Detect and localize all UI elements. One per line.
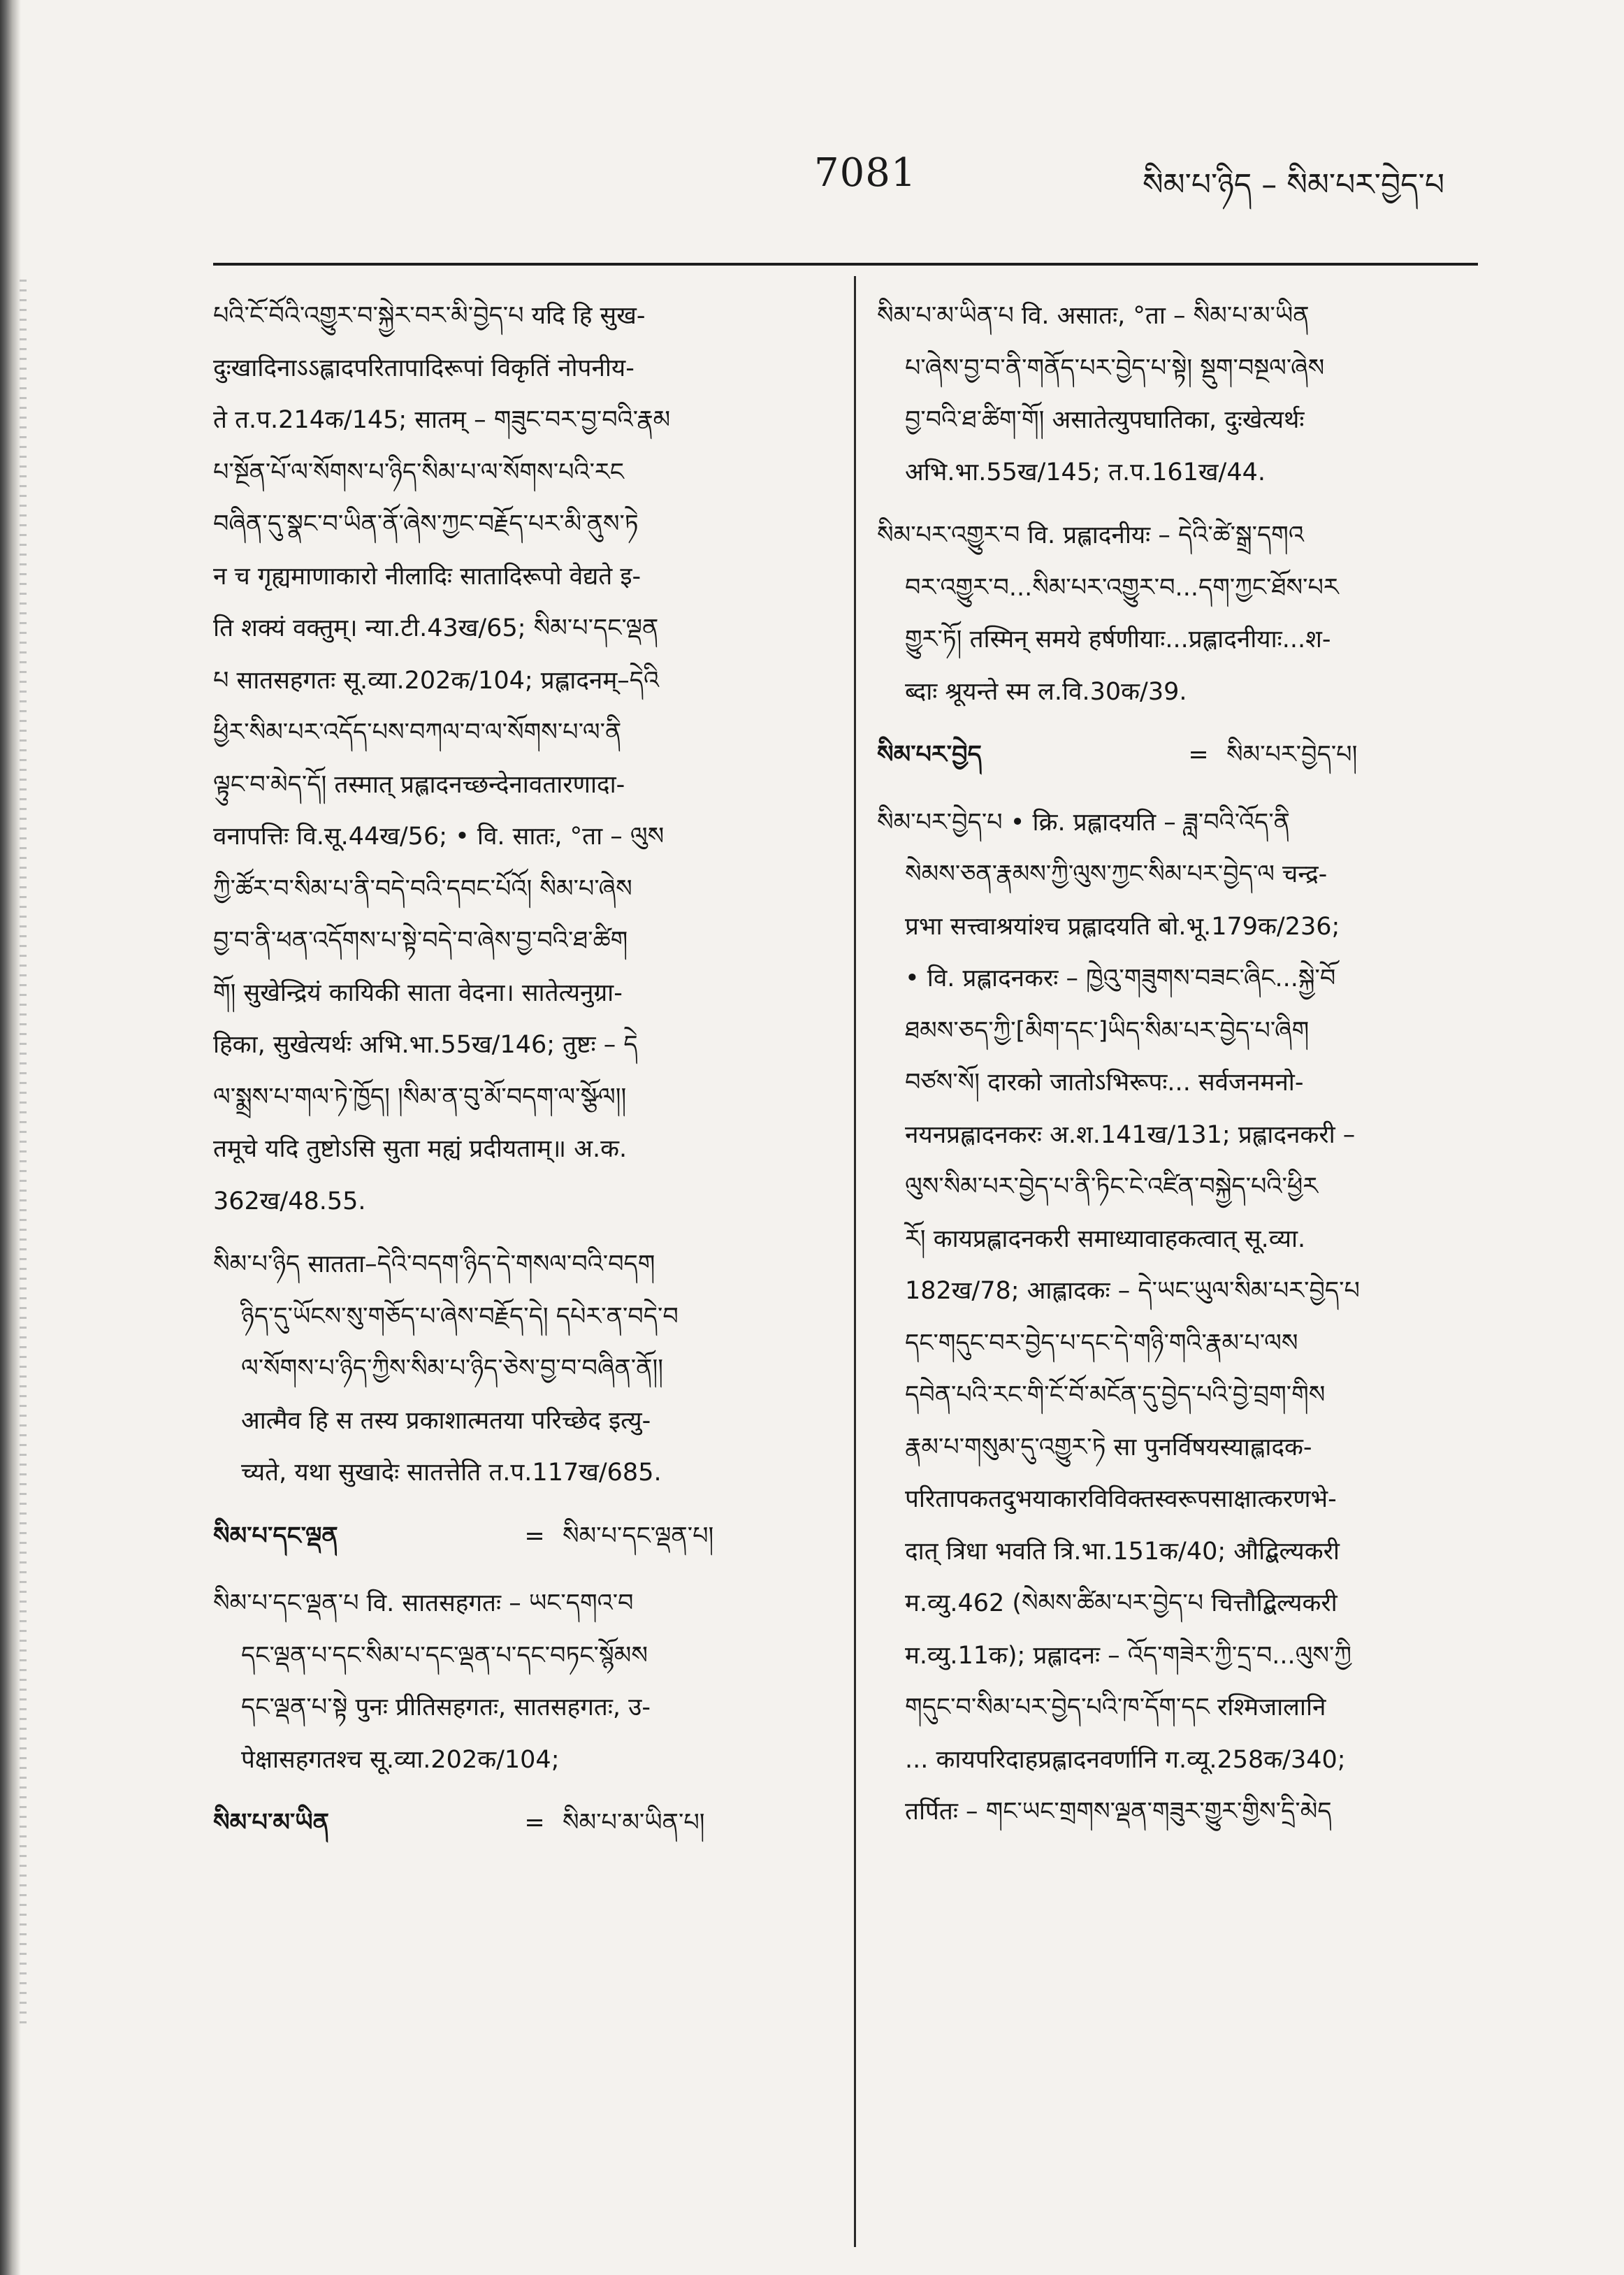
text-line: ཕྱིར་སིམ་པར་འདོད་པས་བཀལ་བ་ལ་སོགས་པ་ལ་ནི: [213, 718, 622, 746]
cross-reference: [213, 1510, 832, 1563]
text-line: वनापत्तिः वि.सू.44ख/56; • वि. सातः, °ता – ལུས: [213, 823, 665, 851]
xref-headword: སིམ་པ་མ་ཡིན: [213, 1809, 329, 1837]
xref-target: སིམ་པར་བྱེད་པ།: [1226, 741, 1358, 769]
headword-line: སིམ་པ་ཉིད सातता–དེའི་བདག་ཉིད་དེ་གསལ་བའི་བདག: [213, 1250, 655, 1278]
text-line: 362ख/48.55.: [213, 1187, 366, 1215]
right-column: [877, 290, 1485, 2261]
text-line: བྱ་བའི་ཐ་ཚིག་གོ། असातेत्युपघातिका, दुःखेत्यर्थः: [905, 406, 1305, 434]
entry-simpa-ma-yinpa: [877, 290, 1485, 498]
text-line: प्रभा सत्त्वाश्रयांश्च प्रह्लादयति बो.भू.179क/236;: [905, 912, 1340, 941]
text-line: ते त.प.214क/145; सातम् – གཟུང་བར་བྱ་བའི་རྣམ: [213, 406, 671, 434]
headword-line: སིམ་པ་དང་ལྡན་པ वि. सातसहगतः – ཡང་དགའ་བ: [213, 1589, 634, 1617]
text-line: दुःखादिनाऽऽह्लादपरितापादिरूपां विकृतिं नोपनीय-: [213, 354, 635, 382]
text-line: སེམས་ཅན་རྣམས་ཀྱི་ལུས་ཀྱང་སིམ་པར་བྱེད་ལ चन्द्र-: [905, 860, 1328, 888]
running-head: སིམ་པ་ཉིད – སིམ་པར་བྱེད་པ: [1143, 167, 1445, 203]
scan-binding-marks: [20, 280, 27, 2027]
xref-headword: སིམ་པ་དང་ལྡན: [213, 1522, 338, 1550]
left-column: [213, 290, 832, 2261]
cross-reference: [213, 1797, 832, 1849]
entry-simpa-nyid: [213, 1238, 832, 1499]
text-line: བཙས་སོ། दारको जातोऽभिरूपः... सर्वजनमनो-: [905, 1069, 1304, 1097]
text-line: ལུས་སིམ་པར་བྱེད་པ་ནི་ཏིང་ངེ་འཛིན་བསྐྱེད་པའི་ཕྱིར: [905, 1173, 1319, 1201]
text-line: ब्दाः श्रूयन्ते स्म ल.वि.30क/39.: [905, 677, 1187, 706]
headword-line: སིམ་པར་བྱེད་པ • क्रि. प्रह्लादयति – ཟླ་བའི་འོད་ནི: [877, 808, 1291, 837]
text-line: आत्मैव हि स तस्य प्रकाशात्मतया परिच्छेद इत्यु-: [241, 1406, 651, 1435]
text-line: ཐམས་ཅད་ཀྱི་[མིག་དང་]ཡིད་སིམ་པར་བྱེད་པ་ཞིག: [905, 1016, 1310, 1045]
headword-line: སིམ་པ་མ་ཡིན་པ वि. असातः, °ता – སིམ་པ་མ་ཡིན: [877, 302, 1310, 330]
equals-sign: =: [524, 1809, 545, 1837]
text-line: དང་ལྡན་པ་དང་སིམ་པ་དང་ལྡན་པ་དང་བཏང་སྙོམས: [241, 1641, 648, 1670]
text-line: तमूचे यदि तुष्टोऽसि सुता मह्यं प्रदीयताम्॥ अ.क.: [213, 1135, 628, 1163]
page-number: 7081: [814, 150, 917, 196]
text-line: न च गृह्यमाणाकारो नीलादिः सातादिरूपो वेद्यते इ-: [213, 562, 641, 591]
text-line: ཉིད་དུ་ཡོངས་སུ་གཅོད་པ་ཞེས་བརྗོད་དེ། དཔེར་ན་བདེ་བ: [241, 1302, 679, 1331]
text-line: བཞིན་དུ་སྣང་བ་ཡིན་ནོ་ཞེས་ཀྱང་བརྗོད་པར་མི་ནུས་ཏེ: [213, 510, 639, 538]
text-line: བར་འགྱུར་བ...སིམ་པར་འགྱུར་བ...དག་ཀྱང་ཐོས་པར: [905, 573, 1339, 602]
text-line: अभि.भा.55ख/145; त.प.161ख/44.: [905, 458, 1266, 486]
header-rule: [213, 263, 1478, 266]
text-line: नयनप्रह्लादनकरः अ.श.141ख/131; प्रह्लादनकरी –: [905, 1120, 1356, 1149]
text-line: परितापकतदुभयाकारविविक्तस्वरूपसाक्षात्करणभे-: [905, 1485, 1337, 1513]
text-line: दात् त्रिधा भवति त्रि.भा.151क/40; औद्बिल्यकरी: [905, 1537, 1340, 1566]
text-line: ति शक्यं वक्तुम्। न्या.टी.43ख/65; སིམ་པ་དང་ལྡན: [213, 614, 659, 642]
text-line: ... कायपरिदाहप्रह्लादनवर्णानि ग.व्यू.258क/340;: [905, 1745, 1346, 1774]
text-line: རྣམ་པ་གསུམ་དུ་འགྱུར་ཏེ सा पुनर्विषयस्याह्लादक-: [905, 1433, 1312, 1461]
text-line: པ་སྔོན་པོ་ལ་སོགས་པ་ཉིད་སིམ་པ་ལ་སོགས་པའི་རང: [213, 458, 624, 486]
entry-continuation: [213, 290, 832, 1227]
equals-sign: =: [1188, 741, 1209, 769]
text-line: ཀྱི་ཚོར་བ་སིམ་པ་ནི་བདེ་བའི་དབང་པོའོ། སིམ་པ་ཞེས: [213, 874, 632, 903]
text-line: གདུང་བ་སིམ་པར་བྱེད་པའི་ཁ་དོག་དང रश्मिजालानि: [905, 1693, 1326, 1721]
equals-sign: =: [524, 1522, 545, 1550]
scan-left-edge: [0, 0, 21, 2275]
entry-simpar-byedpa: [877, 797, 1485, 1838]
xref-target: སིམ་པ་མ་ཡིན་པ།: [563, 1809, 705, 1837]
text-line: ལ་སྨྲས་པ་གལ་ཏེ་ཁྱོད། །སིམ་ན་བུ་མོ་བདག་ལ་སྩོལ།།: [213, 1083, 627, 1111]
text-line: पेक्षासहगतश्च सू.व्या.202क/104;: [241, 1745, 560, 1774]
text-line: च्यते, यथा सुखादेः सातत्तेति त.प.117ख/685.: [241, 1459, 662, 1487]
text-line: པ་ཞེས་བྱ་བ་ནི་གནོད་པར་བྱེད་པ་སྟེ། སྡུག་བསྔལ་ཞེས: [905, 354, 1325, 382]
text-line: པ सातसहगतः सू.व्या.202क/104; प्रह्लादनम्–དེའི: [213, 666, 660, 695]
xref-headword: སིམ་པར་བྱེད: [877, 741, 982, 769]
text-line: དང་གདུང་བར་བྱེད་པ་དང་དེ་གཉི་གའི་རྣམ་པ་ལས: [905, 1329, 1298, 1357]
text-line: 182ख/78; आह्लादकः – དེ་ཡང་ཡུལ་སིམ་པར་བྱེད་པ: [905, 1277, 1360, 1305]
text-line: པའི་ངོ་བོའི་འགྱུར་བ་སྐྱེར་བར་མི་བྱེད་པ यदि हि सुख-: [213, 302, 646, 330]
text-line: तर्पितः – གང་ཡང་གྲགས་ལྡན་གཟུར་གྱུར་གྱིས་དྲི་མེད: [905, 1798, 1332, 1826]
text-line: ལ་སོགས་པ་ཉིད་ཀྱིས་སིམ་པ་ཉིད་ཅེས་བྱ་བ་བཞིན་ནོ།།: [241, 1355, 664, 1382]
cross-reference: [877, 729, 1485, 781]
text-line: དང་ལྡན་པ་སྟེ पुनः प्रीतिसहगतः, सातसहगतः, उ-: [241, 1693, 651, 1721]
text-line: བྱ་བ་ནི་ཕན་འདོགས་པ་སྟེ་བདེ་བ་ཞེས་བྱ་བའི་ཐ་ཚིག: [213, 927, 628, 955]
headword-line: སིམ་པར་འགྱུར་བ वि. प्रह्लादनीयः – དེའི་ཚེ་སྒྲ་དགའ: [877, 521, 1304, 549]
entry-simpa-dang-ldanpa: [213, 1577, 832, 1786]
text-line: དབེན་པའི་རང་གི་ངོ་བོ་མངོན་དུ་བྱེད་པའི་བྱེ་བྲག་གིས: [905, 1381, 1326, 1409]
text-line: རོ། कायप्रह्लादनकरी समाध्यावाहकत्वात् सू.व्या.: [905, 1225, 1306, 1253]
text-line: हिका, सुखेत्यर्थः अभि.भा.55ख/146; तुष्टः – དེ: [213, 1031, 638, 1059]
text-line: གྱུར་ཏོ། तस्मिन् समये हर्षणीयाः...प्रह्लादनीयाः...श-: [905, 626, 1331, 653]
text-line: གོ། सुखेन्द्रियं कायिकी साता वेदना। सातेत्यनुग्रा-: [213, 978, 623, 1007]
text-line: म.व्यु.462 (སེམས་ཚིམ་པར་བྱེད་པ चित्तौद्बिल्यकरी: [905, 1589, 1337, 1617]
xref-target: སིམ་པ་དང་ལྡན་པ།: [563, 1522, 714, 1550]
text-line: • वि. प्रह्लादनकरः – ཁྱེའུ་གཟུགས་བཟང་ཞིང...སྐྱེ་བོ: [905, 965, 1336, 992]
entry-simpar-gyurba: [877, 510, 1485, 718]
text-line: म.व्यु.11क); प्रह्लादनः – འོད་གཟེར་ཀྱི་དྲ་བ...ལུས་ཀྱི: [905, 1641, 1351, 1670]
column-divider: [854, 276, 856, 2247]
text-line: ལྟུང་བ་མེད་དོ། तस्मात् प्रह्लादनच्छन्देनावतारणादा-: [213, 770, 625, 799]
